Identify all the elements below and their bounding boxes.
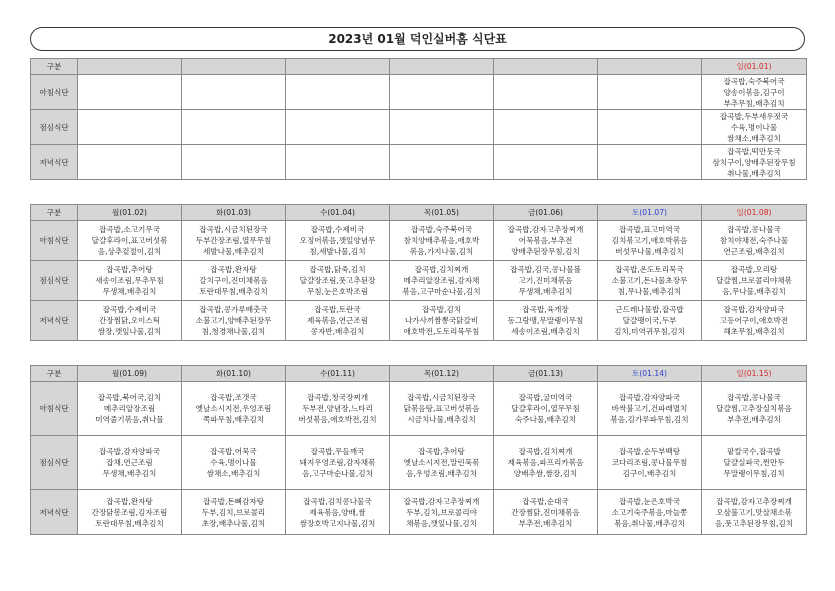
menu-cell: 잡곡밥,숙주북어국 참치양배추볶음,애호박 볶음,가지나물,김치 — [390, 221, 494, 261]
menu-cell: 잡곡밥,감자양파국 바싹불고기,건파래멸치 볶음,김가루파무침,김치 — [598, 382, 702, 436]
menu-cell: 잡곡밥,소고기무국 달걀후라이,표고버섯볶 음,상추겉절이,김치 — [78, 221, 182, 261]
menu-cell: 잡곡밥,청국장찌개 두부전,양념장,느타리 버섯볶음,애호박전,김치 — [286, 382, 390, 436]
menu-cell: 잡곡밥,김치찌개 메추리알장조림,감자채 볶음,고구마순나물,김치 — [390, 261, 494, 301]
menu-cell: 잡곡밥,감자고추장찌개 어묵볶음,부추전 양배추된장무침,김치 — [494, 221, 598, 261]
menu-cell: 잡곡밥,표고미역국 김치볶고기,애호박볶음 버섯무나물,배추김치 — [598, 221, 702, 261]
menu-cell — [78, 110, 182, 145]
menu-cell: 잡곡밥,돈뼈감자탕 두부,김치,브로콜리 초장,배추나물,김치 — [182, 490, 286, 535]
row-label-dinner: 저녁식단 — [31, 145, 78, 180]
row-label-breakfast: 아침식단 — [31, 382, 78, 436]
menu-cell — [494, 145, 598, 180]
menu-cell — [286, 110, 390, 145]
day-header: 수(01.11) — [286, 366, 390, 382]
menu-cell: 잡곡밥,온도토리묵국 소불고기,돈나물초장무 침,무나물,배추김치 — [598, 261, 702, 301]
day-header-sunday: 일(01.08) — [702, 205, 807, 221]
menu-cell: 잡곡밥,시금치된장국 닭볶음탕,표고버섯볶음 시금치나물,배추김치 — [390, 382, 494, 436]
page-title: 2023년 01월 덕인실버홈 식단표 — [30, 27, 805, 51]
menu-cell: 잡곡밥,추어탕 새송이조림,무추무침 무생채,배추김치 — [78, 261, 182, 301]
menu-cell: 잡곡밥,북어국,김치 메추리알장조림 미역줄기볶음,취나물 — [78, 382, 182, 436]
lunch-row — [31, 436, 807, 490]
row-label-header: 구분 — [31, 59, 78, 75]
row-label-breakfast: 아침식단 — [31, 221, 78, 261]
menu-cell — [494, 110, 598, 145]
day-header-saturday — [598, 59, 702, 75]
row-label-header: 구분 — [31, 366, 78, 382]
dinner-row — [31, 490, 807, 535]
menu-cell: 잡곡밥,콩가루배춧국 소불고기,양배추된장무 침,청경채나물,김치 — [182, 301, 286, 341]
menu-cell: 잡곡밥,김치찌개 제육볶음,파프리카볶음 양배추쌈,쌈장,김치 — [494, 436, 598, 490]
menu-cell: 잡곡밥,조갯국 옛날소시지전,우엉조림 쪽파무침,배추김치 — [182, 382, 286, 436]
menu-cell: 잡곡밥,숙주북어국 양송이볶음,김구이 부추무침,배추김치 — [702, 75, 807, 110]
menu-table-week-3 — [30, 365, 807, 535]
lunch-row — [31, 261, 807, 301]
day-header — [286, 59, 390, 75]
menu-cell — [78, 75, 182, 110]
breakfast-row — [31, 75, 807, 110]
menu-cell: 잡곡밥,감자양파국 잡채,연근조림 무생채,배추김치 — [78, 436, 182, 490]
menu-cell: 잡곡밥,순대국 간장찜닭,진미채볶음 부추전,배추김치 — [494, 490, 598, 535]
menu-cell: 잡곡밥,굴미역국 달걀후라이,열무무침 숙주나물,배추김치 — [494, 382, 598, 436]
menu-cell: 잡곡밥,감자고추장찌개 두부,김치,브로콜리야 채볶음,깻잎나물,김치 — [390, 490, 494, 535]
menu-cell — [182, 145, 286, 180]
day-header: 금(01.13) — [494, 366, 598, 382]
menu-cell: 잡곡밥,수제비국 간장찜닭,오이스틱 쌈장,깻잎나물,김치 — [78, 301, 182, 341]
menu-cell — [286, 145, 390, 180]
menu-cell: 잡곡밥,토란국 제육볶음,연근조림 콩자반,배추김치 — [286, 301, 390, 341]
row-label-dinner: 저녁식단 — [31, 490, 78, 535]
row-label-lunch: 점심식단 — [31, 436, 78, 490]
menu-cell: 잡곡밥,무들깨국 돼지우엉조림,감자채볶 음,고구마순나물,김치 — [286, 436, 390, 490]
day-header: 월(01.09) — [78, 366, 182, 382]
menu-cell: 잡곡밥,김치 나가사끼짬뽕국닭갈비 애호박전,도토리묵무침 — [390, 301, 494, 341]
lunch-row — [31, 110, 807, 145]
menu-cell: 잡곡밥,완자탕 갈치구이,진미채볶음 토란대무침,배추김치 — [182, 261, 286, 301]
row-label-lunch: 점심식단 — [31, 261, 78, 301]
day-header: 화(01.03) — [182, 205, 286, 221]
menu-cell: 잡곡밥,육개장 동그랑땡,무말랭이무침 세송이조림,배추김치 — [494, 301, 598, 341]
menu-cell: 잡곡밥,순두부백탕 코다리조림,콩나물무침 김구이,배추김치 — [598, 436, 702, 490]
menu-cell — [598, 145, 702, 180]
menu-cell — [182, 75, 286, 110]
header-row — [31, 205, 807, 221]
dinner-row — [31, 301, 807, 341]
menu-cell — [390, 110, 494, 145]
menu-cell: 잡곡밥,감자고추장찌개 오삼불고기,맛살채소볶 음,풋고추된장무침,김치 — [702, 490, 807, 535]
day-header: 수(01.04) — [286, 205, 390, 221]
day-header: 월(01.02) — [78, 205, 182, 221]
menu-table-week-1 — [30, 58, 807, 180]
menu-cell: 잡곡밥,두부새우젓국 수육,명이나물 쌈채소,배추김치 — [702, 110, 807, 145]
menu-cell — [390, 75, 494, 110]
breakfast-row — [31, 221, 807, 261]
row-label-dinner: 저녁식단 — [31, 301, 78, 341]
menu-cell: 팥칼국수,잡곡밥 달걀실파국,찐만두 무말랭이무침,김치 — [702, 436, 807, 490]
row-label-header: 구분 — [31, 205, 78, 221]
menu-cell: 근드레나물밥,잡곡밥 달걀팽이국,두부 김치,미역귀무침,김치 — [598, 301, 702, 341]
menu-cell: 잡곡밥,감자양파국 고등어구이,애호박전 해초무침,배추김치 — [702, 301, 807, 341]
day-header — [494, 59, 598, 75]
menu-cell: 잡곡밥,추어탕 옛날소시지전,말린묵볶 음,우엉조림,배추김치 — [390, 436, 494, 490]
day-header-sunday: 일(01.15) — [702, 366, 807, 382]
menu-cell — [182, 110, 286, 145]
menu-cell: 잡곡밥,오리탕 달걀찜,브로콜리야채볶 음,무나물,배추김치 — [702, 261, 807, 301]
day-header-sunday: 일(01.01) — [702, 59, 807, 75]
day-header — [390, 59, 494, 75]
menu-cell — [494, 75, 598, 110]
day-header — [182, 59, 286, 75]
header-row — [31, 366, 807, 382]
day-header: 목(01.05) — [390, 205, 494, 221]
day-header — [78, 59, 182, 75]
day-header-saturday: 토(01.07) — [598, 205, 702, 221]
day-header: 목(01.12) — [390, 366, 494, 382]
header-row — [31, 59, 807, 75]
menu-cell — [390, 145, 494, 180]
menu-cell — [598, 75, 702, 110]
dinner-row — [31, 145, 807, 180]
menu-cell — [286, 75, 390, 110]
menu-cell — [78, 145, 182, 180]
row-label-breakfast: 아침식단 — [31, 75, 78, 110]
menu-cell: 잡곡밥,완자탕 간장닭봉조림,김자조림 토란대무침,배추김치 — [78, 490, 182, 535]
menu-cell: 잡곡밥,김치콩나물국 제육볶음,양배,쌈 쌈장호박고지나물,김치 — [286, 490, 390, 535]
menu-cell — [598, 110, 702, 145]
menu-cell: 잡곡밥,눈은호박국 소고기숙주볶음,마늘쫑 볶음,취나물,배추김치 — [598, 490, 702, 535]
day-header-saturday: 토(01.14) — [598, 366, 702, 382]
menu-cell: 잡곡밥,수제비국 오징어볶음,깻잎양념무 침,세발나물,김치 — [286, 221, 390, 261]
breakfast-row — [31, 382, 807, 436]
menu-cell: 잡곡밥,어묵국 수육,명이나물 쌈채소,배추김치 — [182, 436, 286, 490]
menu-cell: 잡곡밥,시금치된장국 두부간장조림,열무무침 세발나물,배추김치 — [182, 221, 286, 261]
row-label-lunch: 점심식단 — [31, 110, 78, 145]
menu-cell: 잡곡밥,김국,콩나물볼 고기,진미채볶음 무생채,배추김치 — [494, 261, 598, 301]
menu-cell: 잡곡밥,닭죽,김치 달걀장조림,풋고추된장 무침,눈은호박조림 — [286, 261, 390, 301]
day-header: 화(01.10) — [182, 366, 286, 382]
menu-table-week-2 — [30, 204, 807, 341]
menu-cell: 잡곡밥,떡만둣국 삼치구이,양배추된장무침 취나물,배추김치 — [702, 145, 807, 180]
day-header: 금(01.06) — [494, 205, 598, 221]
menu-cell: 잡곡밥,콩나물국 참치야채전,숙주나물 연근조림,배추김치 — [702, 221, 807, 261]
menu-cell: 잡곡밥,콩나물국 달걀찜,고추장실치볶음 부추전,배추김치 — [702, 382, 807, 436]
